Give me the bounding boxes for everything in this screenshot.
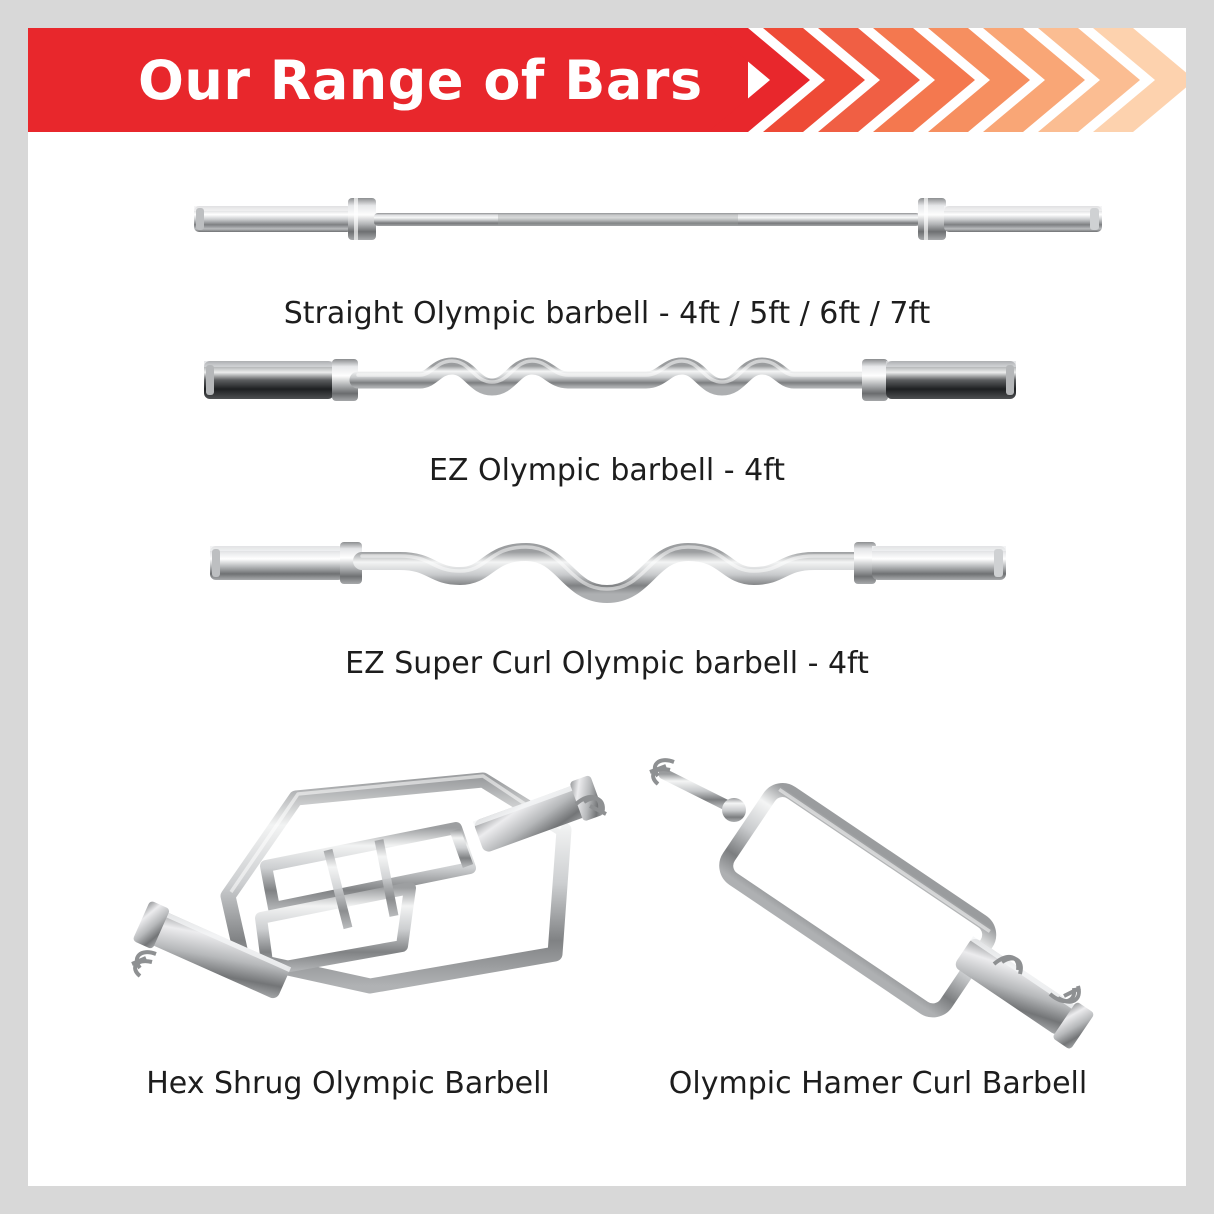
chevron-icon-8 [1093,28,1186,132]
ez-super-curl-barbell-icon [28,518,1186,643]
caption-ez-barbell: EZ Olympic barbell - 4ft [428,453,786,488]
pair-art [28,718,1186,1063]
header-banner [28,28,1186,132]
product-pair-row [28,718,1186,1118]
page-title: Our Range of Bars [138,49,703,112]
caption-hammer-curl-barbell: Olympic Hamer Curl Barbell [668,1066,1088,1101]
product-straight-barbell [28,168,1186,333]
caption-ez-super-curl-barbell: EZ Super Curl Olympic barbell - 4ft [345,646,869,681]
ez-curl-barbell-icon [28,333,1186,448]
poster-card [28,28,1186,1186]
hammer-curl-barbell-icon [650,760,1095,1050]
product-ez-barbell [28,333,1186,498]
caption-straight-barbell: Straight Olympic barbell - 4ft / 5ft / 6ft / 7ft [283,296,931,331]
straight-barbell-icon [28,168,1186,283]
product-ez-super-curl-barbell [28,518,1186,688]
caption-hex-shrug-barbell: Hex Shrug Olympic Barbell [146,1066,550,1101]
hex-shrug-barbell-icon [132,775,606,1004]
